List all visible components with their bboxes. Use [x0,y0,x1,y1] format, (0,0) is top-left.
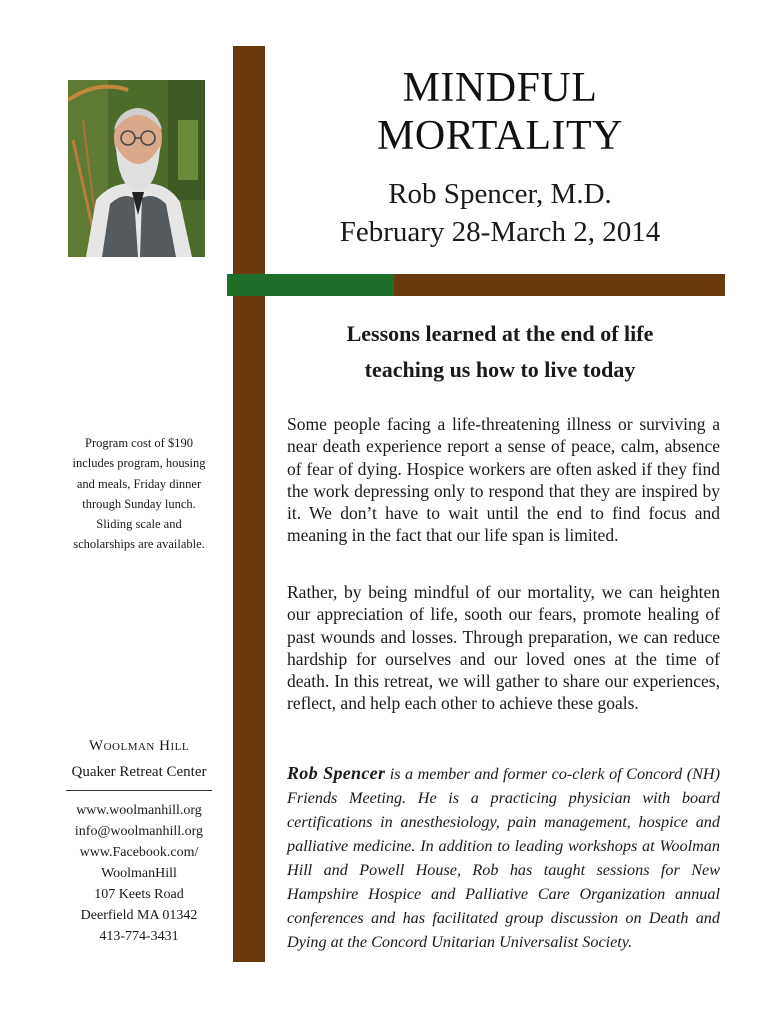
cost-line: through Sunday lunch. [82,496,196,511]
cost-line: scholarships are available. [73,537,205,552]
contact-info [58,800,220,947]
contact-address-street: 107 Keets Road [94,887,184,902]
cost-line: Program cost of $190 [85,436,193,450]
event-title-line1: MINDFUL [402,65,598,111]
bio-text: is a member and former co-clerk of Concord (NH) Friends Meeting. He is a practicing physician with board certifications in anesthesiology, pain management, hospice and palliative medicine. In addition to leading workshops at Woolman Hill and Powell House, Rob has taught sessions for New Hampshire Hospice and Palliative Care Organization annual conferences and has facilitated group discussion on Death and Dying at the Concord Unitarian Universalist Society. [287,765,720,951]
contact-facebook-page[interactable]: WoolmanHill [101,866,177,881]
body-paragraph-1: Some people facing a life-threatening illness or surviving a near death experience report a sense of peace, calm, absence of fear of dying. Hospice workers are often asked if they find the work depressing only to respond that they are inspired by it. We don’t have to wait until the end to find focus and meaning in the fact that our life span is limited. [287,414,720,546]
contact-website[interactable]: www.woolmanhill.org [76,803,202,818]
program-cost [58,433,220,555]
presenter-photo [68,80,205,257]
horizontal-bar-brown [394,274,725,296]
bio-name: Rob Spencer [287,763,386,783]
vertical-divider-bar [233,46,265,962]
sidebar-divider [66,790,212,791]
subtitle-line1: Lessons learned at the end of life [346,321,654,346]
contact-address-city: Deerfield MA 01342 [80,908,198,923]
cost-line: and meals, Friday dinner [76,476,202,491]
presenter-name: Rob Spencer, M.D. [388,178,612,210]
cost-line: Sliding scale and [96,517,182,532]
horizontal-bar-green [227,274,394,296]
contact-email[interactable]: info@woolmanhill.org [74,824,204,839]
cost-line: includes program, housing [72,456,206,471]
event-title [330,64,670,160]
event-dates: February 28-March 2, 2014 [339,216,661,248]
org-name: Woolman Hill [88,738,190,754]
contact-phone: 413-774-3431 [99,929,179,944]
contact-facebook[interactable]: www.Facebook.com/ [79,845,199,860]
event-subtitle [300,316,700,388]
event-title-line2: MORTALITY [377,113,623,159]
subtitle-line2: teaching us how to live today [364,357,636,382]
body-paragraph-2: Rather, by being mindful of our mortality, we can heighten our appreciation of life, sooth our fears, promote healing of past wounds and losses. Through preparation, we can reduce hardship for ourselves and our loved ones at the time of death. In this retreat, we will gather to share our experiences, reflect, and help each other to achieve these goals. [287,582,720,714]
org-type: Quaker Retreat Center [71,764,207,780]
presenter-bio [287,761,720,954]
